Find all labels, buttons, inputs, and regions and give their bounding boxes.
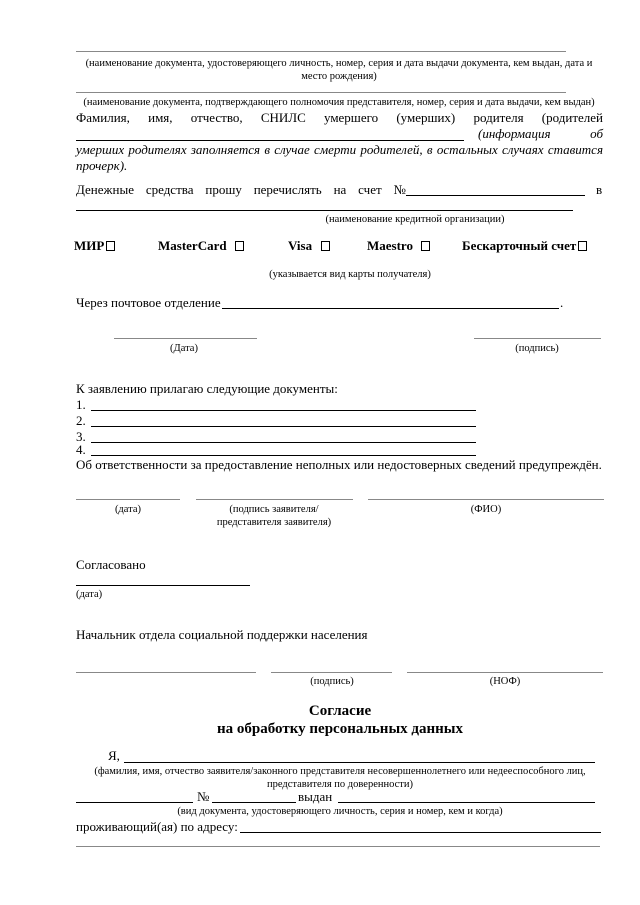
consent-fio-field[interactable] — [124, 762, 595, 763]
post-office-field[interactable] — [222, 308, 559, 309]
card-option-mastercard[interactable]: MasterCard — [158, 238, 244, 254]
deceased-parent-line1: Фамилия, имя, отчество, СНИЛС умершего (умерших) родителя (родителей — [76, 110, 603, 125]
consent-doc-type-field[interactable] — [76, 802, 193, 803]
attachment-field-3[interactable] — [91, 442, 476, 443]
in-word: в — [596, 182, 603, 197]
consent-title: Согласие — [308, 703, 372, 719]
attachment-number-1: 1. — [76, 397, 86, 412]
consent-address-label: проживающий(ая) по адресу: — [76, 819, 238, 834]
approved-label: Согласовано — [76, 557, 146, 572]
chief-name-caption: (НОФ) — [489, 676, 521, 687]
card-caption: (указывается вид карты получателя) — [269, 269, 431, 280]
applicant-name-caption: (ФИО) — [470, 504, 502, 515]
checkbox-icon[interactable] — [321, 241, 330, 251]
attachment-number-4: 4. — [76, 442, 86, 457]
signature-field-1[interactable] — [474, 338, 601, 339]
chief-label: Начальник отдела социальной поддержки населения — [76, 627, 368, 642]
consent-doc-caption: (вид документа, удостоверяющего личность, серия и номер, кем и когда) — [177, 806, 503, 817]
post-office-end: . — [560, 295, 564, 310]
bank-name-field[interactable] — [76, 210, 573, 211]
consent-number-field[interactable] — [212, 802, 296, 803]
consent-issued-label: выдан — [298, 789, 333, 804]
deceased-note-start: (информация об — [478, 126, 603, 141]
approved-date-caption: (дата) — [76, 589, 103, 600]
attachments-heading: К заявлению прилагаю следующие документы: — [76, 381, 338, 396]
applicant-name-field[interactable] — [368, 499, 604, 500]
chief-signature-field[interactable] — [271, 672, 392, 673]
identity-doc-line[interactable] — [76, 51, 566, 52]
checkbox-icon[interactable] — [235, 241, 244, 251]
card-option-visa[interactable]: Visa — [288, 238, 330, 254]
chief-signature-caption: (подпись) — [310, 676, 354, 687]
consent-fio-caption: (фамилия, имя, отчество заявителя/законного представителя несовершеннолетнего или недееспособного лиц, представителя по доверенности) — [94, 766, 586, 790]
attachment-field-4[interactable] — [91, 455, 476, 456]
attachment-number-2: 2. — [76, 413, 86, 428]
consent-i-label: Я, — [108, 748, 120, 763]
date-field-1[interactable] — [114, 338, 257, 339]
consent-issued-field[interactable] — [338, 802, 595, 803]
checkbox-icon[interactable] — [106, 241, 115, 251]
consent-subtitle: на обработку персональных данных — [217, 721, 463, 737]
approved-date-field[interactable] — [76, 585, 250, 586]
card-option-cardless[interactable]: Бескарточный счет — [462, 238, 587, 254]
chief-field-1[interactable] — [76, 672, 256, 673]
date-field-2[interactable] — [76, 499, 180, 500]
responsibility-statement: Об ответственности за предоставление неполных или недостоверных сведений предупреждён. — [76, 457, 602, 472]
chief-name-field[interactable] — [407, 672, 603, 673]
identity-doc-caption: (наименование документа, удостоверяющего личность, номер, серия и дата выдачи документа, кем выдан, дата и место рождения) — [85, 58, 593, 82]
representative-doc-line[interactable] — [76, 92, 566, 93]
account-number-field[interactable] — [406, 195, 585, 196]
attachment-field-2[interactable] — [91, 426, 476, 427]
post-office-label: Через почтовое отделение — [76, 295, 221, 310]
applicant-signature-field[interactable] — [196, 499, 353, 500]
deceased-parent-field[interactable] — [76, 140, 464, 141]
checkbox-icon[interactable] — [578, 241, 587, 251]
signature-caption-1: (подпись) — [515, 343, 559, 354]
bank-caption: (наименование кредитной организации) — [325, 214, 505, 225]
attachment-field-1[interactable] — [91, 410, 476, 411]
applicant-signature-caption: (подпись заявителя/представителя заявителя) — [216, 504, 332, 528]
checkbox-icon[interactable] — [421, 241, 430, 251]
consent-address-field[interactable] — [240, 832, 601, 833]
attachment-number-3: 3. — [76, 429, 86, 444]
transfer-label: Денежные средства прошу перечислять на счет № — [76, 182, 406, 197]
consent-number-label: № — [197, 789, 210, 804]
date-caption-2: (дата) — [114, 504, 142, 515]
deceased-note: умерших родителях заполняется в случае смерти родителей, в остальных случаях ставится прочерк). — [76, 142, 603, 173]
consent-address-field-2[interactable] — [76, 846, 600, 847]
card-option-mir[interactable]: МИР — [74, 238, 115, 254]
representative-doc-caption: (наименование документа, подтверждающего полномочия представителя, номер, серия и дата выдачи, кем выдан) — [83, 97, 595, 108]
card-option-maestro[interactable]: Maestro — [367, 238, 430, 254]
date-caption-1: (Дата) — [170, 343, 198, 354]
